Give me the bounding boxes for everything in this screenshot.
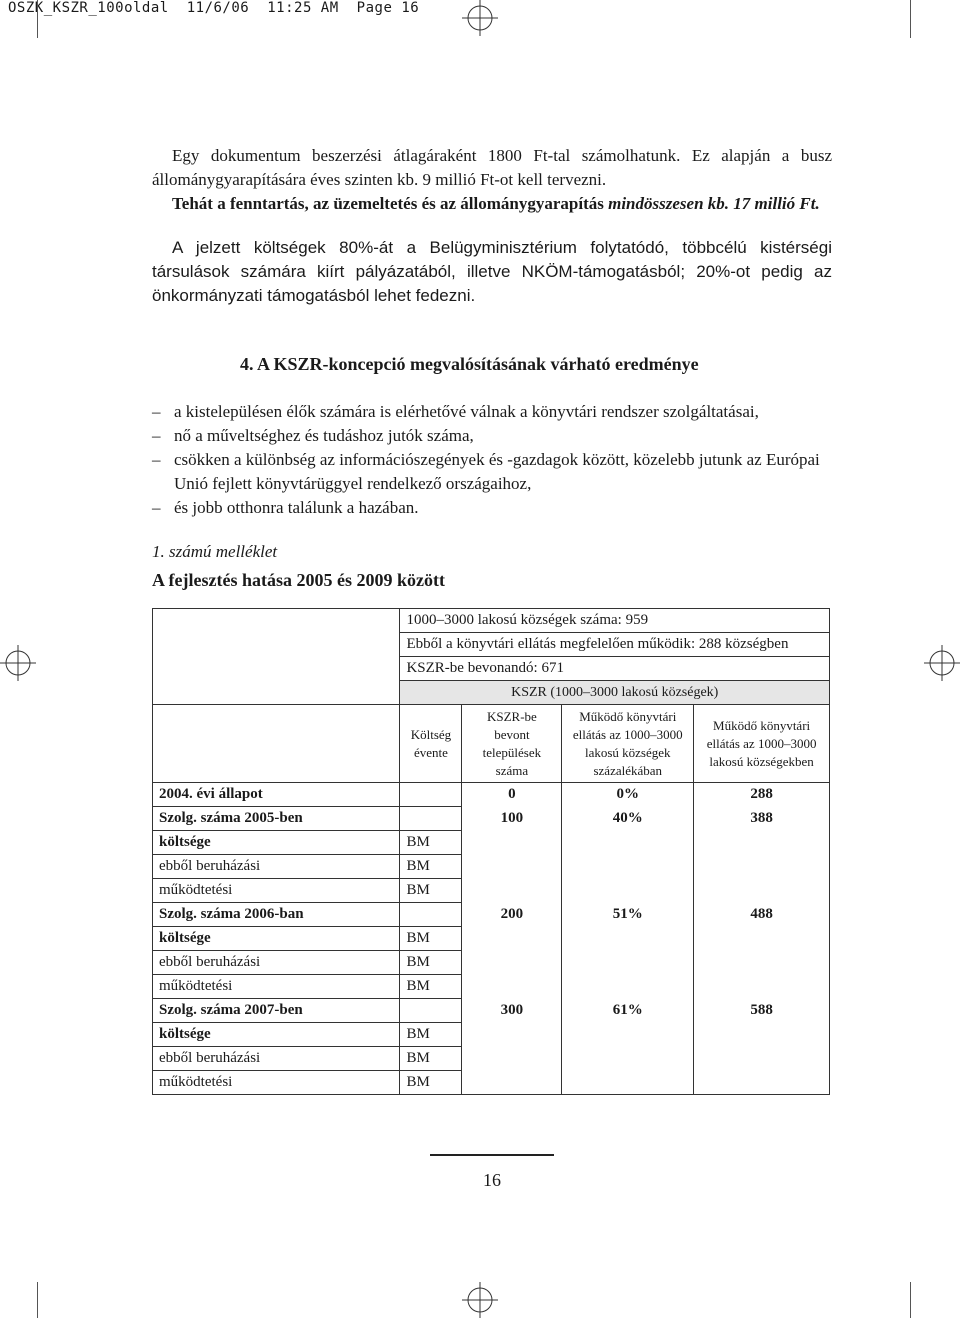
- row-label: 2004. évi állapot: [153, 783, 400, 807]
- cell-total: [694, 951, 830, 975]
- cell-cost: BM: [400, 1023, 462, 1047]
- print-slug: [8, 0, 437, 16]
- results-list: [152, 400, 852, 520]
- cell-count: [462, 951, 562, 975]
- cell-count: 200: [462, 903, 562, 927]
- page-number: 16: [483, 1170, 501, 1190]
- column-header-count: KSZR-be bevont települések száma: [462, 705, 562, 783]
- cell-cost: BM: [400, 1047, 462, 1071]
- annex-title: A fejlesztés hatása 2005 és 2009 között: [152, 570, 445, 590]
- crop-line-top-right: [910, 0, 911, 38]
- slug-date: 11/6/06: [186, 0, 250, 16]
- list-item: – a kistelepülésen élők számára is elérhetővé válnak a könyvtári rendszer szolgáltatásai,: [152, 402, 759, 421]
- row-label: költsége: [153, 831, 400, 855]
- list-item: – nő a műveltséghez és tudáshoz jutók száma,: [152, 426, 474, 445]
- row-label: ebből beruházási: [153, 855, 400, 879]
- cell-total: [694, 975, 830, 999]
- info-row: 1000–3000 lakosú községek száma: 959: [400, 609, 830, 633]
- row-label: Szolg. száma 2006-ban: [153, 903, 400, 927]
- paragraph-cost: Egy dokumentum beszerzési átlagáraként 1800 Ft-tal számolhatunk. Ez alapján a busz állománygyarapítására éves szinten kb. 9 millió Ft-ot kell tervezni.: [152, 146, 832, 189]
- row-label: költsége: [153, 1023, 400, 1047]
- slug-time: 11:25 AM: [267, 0, 339, 16]
- table-empty-corner: [153, 609, 400, 705]
- cell-percent: 61%: [562, 999, 694, 1023]
- table-row: [153, 951, 830, 975]
- section-heading: 4. A KSZR-koncepció megvalósításának várható eredménye: [240, 354, 699, 374]
- cell-count: [462, 831, 562, 855]
- table-row: [153, 999, 830, 1023]
- footer-rule: [430, 1154, 554, 1156]
- cell-count: [462, 855, 562, 879]
- cell-cost: BM: [400, 975, 462, 999]
- table-row: [153, 927, 830, 951]
- summary-bold: Tehát a fenntartás, az üzemeltetés és az állománygyarapítás: [172, 194, 604, 213]
- column-header-cost: Költség évente: [400, 705, 462, 783]
- cell-percent: [562, 879, 694, 903]
- row-label: ebből beruházási: [153, 1047, 400, 1071]
- cell-total: [694, 1023, 830, 1047]
- row-label: ebből beruházási: [153, 951, 400, 975]
- info-row: KSZR-be bevonandó: 671: [400, 657, 830, 681]
- cell-cost: [400, 783, 462, 807]
- column-header-total: Működő könyvtári ellátás az 1000–3000 lakosú községekben: [694, 705, 830, 783]
- column-header-percent: Működő könyvtári ellátás az 1000–3000 lakosú községek százalékában: [562, 705, 694, 783]
- cell-count: 0: [462, 783, 562, 807]
- paragraph-summary: [152, 192, 832, 216]
- cell-percent: [562, 927, 694, 951]
- cell-count: [462, 1047, 562, 1071]
- list-item: – csökken a különbség az információszegények és -gazdagok között, közelebb jutunk az Európai Unió fejlett könyvtárüggyel rendelkező országaihoz,: [152, 450, 820, 493]
- table-row: [153, 975, 830, 999]
- table-row: [153, 903, 830, 927]
- row-label: működtetési: [153, 975, 400, 999]
- cell-percent: [562, 1023, 694, 1047]
- crop-line-bottom-left: [37, 1282, 38, 1318]
- cell-percent: [562, 831, 694, 855]
- cell-cost: BM: [400, 879, 462, 903]
- annex-label: 1. számú melléklet: [152, 542, 278, 561]
- paragraph-funding: A jelzett költségek 80%-át a Belügyminisztérium folytatódó, többcélú kistérségi társulások számára kiírt pályázatából, illetve NKÖM-támogatásból; 20%-ot pedig az önkormányzati támogatásból lehet fedezni.: [152, 238, 832, 305]
- table-row: [153, 807, 830, 831]
- cell-percent: [562, 855, 694, 879]
- cell-cost: BM: [400, 1071, 462, 1095]
- row-label: működtetési: [153, 1071, 400, 1095]
- cell-cost: BM: [400, 951, 462, 975]
- table-body: [153, 783, 830, 1095]
- cell-total: 588: [694, 999, 830, 1023]
- cell-total: [694, 927, 830, 951]
- cell-total: [694, 879, 830, 903]
- cell-percent: [562, 951, 694, 975]
- table-row: [153, 879, 830, 903]
- row-label: Szolg. száma 2007-ben: [153, 999, 400, 1023]
- cell-cost: [400, 807, 462, 831]
- cell-total: 488: [694, 903, 830, 927]
- table-row: [153, 1047, 830, 1071]
- body-text: [152, 144, 832, 216]
- table-row: [153, 1023, 830, 1047]
- table-row: [153, 1071, 830, 1095]
- cell-total: [694, 1071, 830, 1095]
- cell-total: [694, 1047, 830, 1071]
- development-table: [152, 608, 830, 1095]
- cell-total: [694, 855, 830, 879]
- table-row: [153, 831, 830, 855]
- cell-count: [462, 1023, 562, 1047]
- cell-percent: [562, 1047, 694, 1071]
- cell-cost: [400, 999, 462, 1023]
- crop-line-bottom-right: [910, 1282, 911, 1318]
- cell-total: 388: [694, 807, 830, 831]
- cell-count: [462, 975, 562, 999]
- row-label: költsége: [153, 927, 400, 951]
- group-header: KSZR (1000–3000 lakosú községek): [400, 681, 830, 705]
- cell-cost: BM: [400, 855, 462, 879]
- cell-count: [462, 927, 562, 951]
- row-label: működtetési: [153, 879, 400, 903]
- cell-total: 288: [694, 783, 830, 807]
- cell-count: [462, 1071, 562, 1095]
- table-row: [153, 783, 830, 807]
- registration-mark-left: [0, 645, 36, 681]
- slug-filename: OSZK_KSZR_100oldal: [8, 0, 169, 16]
- summary-bold-italic: mindösszesen kb. 17 millió Ft.: [608, 194, 820, 213]
- cell-cost: BM: [400, 831, 462, 855]
- registration-mark-right: [924, 645, 960, 681]
- registration-mark-top: [462, 0, 498, 36]
- slug-page: Page 16: [356, 0, 420, 16]
- cell-percent: 40%: [562, 807, 694, 831]
- cell-percent: 0%: [562, 783, 694, 807]
- info-row: Ebből a könyvtári ellátás megfelelően működik: 288 községben: [400, 633, 830, 657]
- list-item: – és jobb otthonra találunk a hazában.: [152, 498, 419, 517]
- cell-cost: [400, 903, 462, 927]
- cell-count: [462, 879, 562, 903]
- table-header-blank: [153, 705, 400, 783]
- funding-text: [152, 236, 832, 308]
- cell-percent: [562, 1071, 694, 1095]
- row-label: Szolg. száma 2005-ben: [153, 807, 400, 831]
- registration-mark-bottom: [462, 1282, 498, 1318]
- table-row: [153, 855, 830, 879]
- cell-count: 300: [462, 999, 562, 1023]
- cell-percent: 51%: [562, 903, 694, 927]
- cell-count: 100: [462, 807, 562, 831]
- crop-line-top-left: [37, 0, 38, 38]
- cell-percent: [562, 975, 694, 999]
- cell-cost: BM: [400, 927, 462, 951]
- cell-total: [694, 831, 830, 855]
